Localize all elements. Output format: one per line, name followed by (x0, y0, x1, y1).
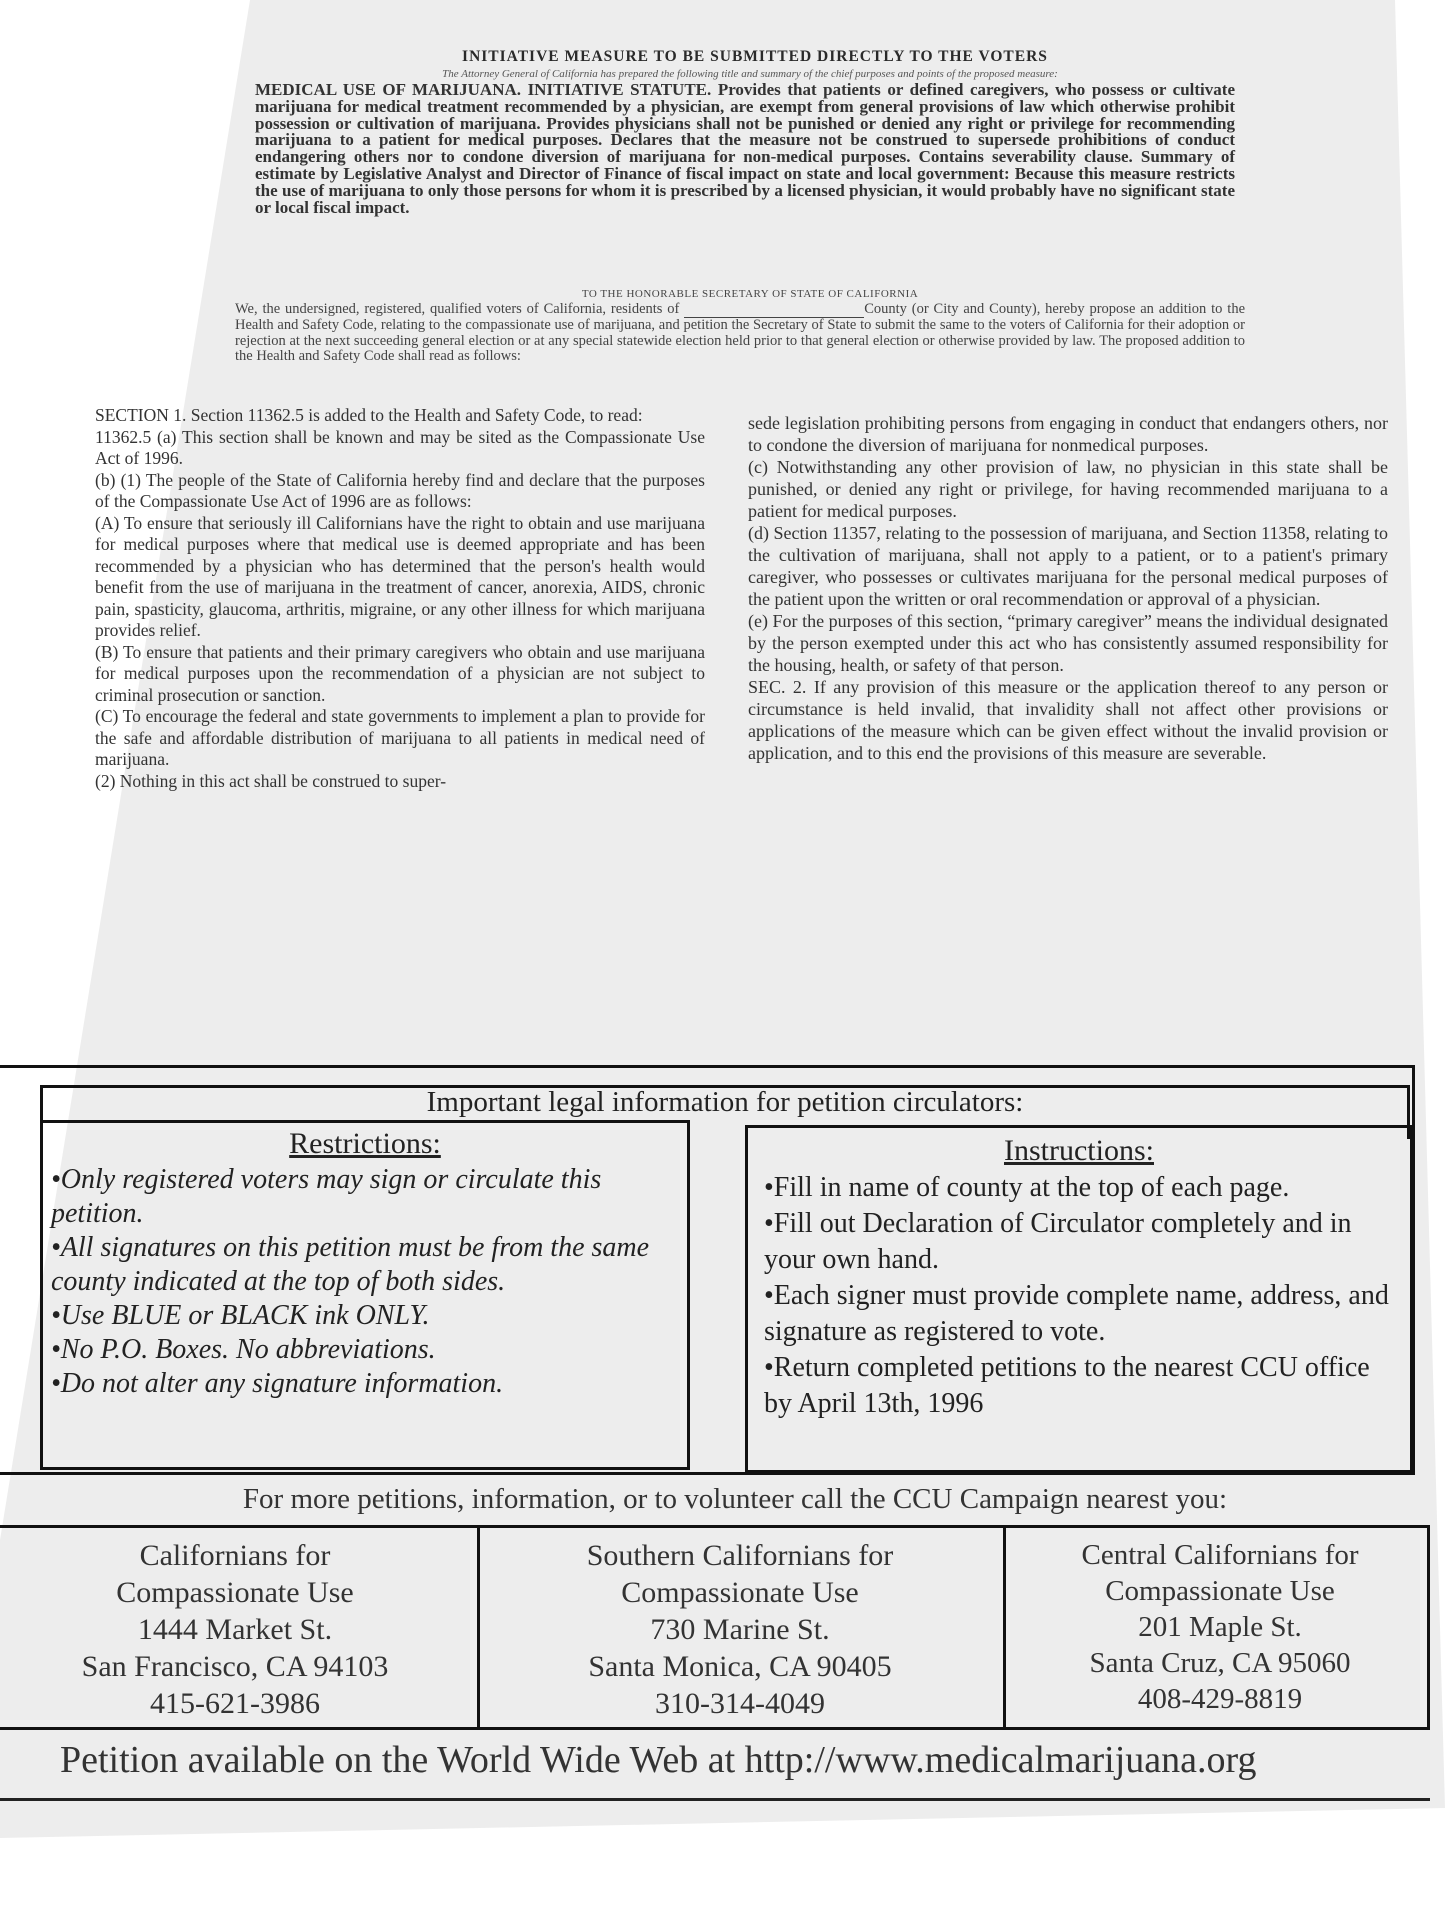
restriction-item: •All signatures on this petition must be from the same county indicated at the top of both sides. (51, 1232, 650, 1297)
restriction-item: •Only registered voters may sign or circulate this petition. (51, 1164, 602, 1229)
volunteer-heading: For more petitions, information, or to volunteer call the CCU Campaign nearest you: (242, 1483, 1228, 1515)
web-availability-line: Petition available on the World Wide Web at http://www.medicalmarijuana.org (60, 1739, 1257, 1781)
restriction-item: •No P.O. Boxes. No abbreviations. (51, 1334, 436, 1365)
office-phone: 408-429-8819 (1137, 1683, 1303, 1715)
office-street: 1444 Market St. (137, 1613, 333, 1646)
document-title: INITIATIVE MEASURE TO BE SUBMITTED DIRECTLY TO THE VOTERS (462, 48, 1048, 65)
office-divider (1003, 1525, 1006, 1730)
office-street: 730 Marine St. (650, 1613, 830, 1646)
instruction-item: •Each signer must provide complete name, address, and signature as registered to vote. (764, 1280, 1389, 1347)
office-santa-cruz (1010, 1537, 1430, 1717)
section-b1b-paragraph: (B) To ensure that patients and their primary caregivers who obtain and use marijuana for medical purposes upon the recommendation of a physician are not subject to criminal prosecution or sanction. (95, 641, 705, 705)
honorable-secretary-line: TO THE HONORABLE SECRETARY OF STATE OF CALIFORNIA (581, 288, 919, 300)
left-text-column (95, 405, 705, 792)
office-santa-monica (480, 1537, 1000, 1722)
section-c-paragraph: (c) Notwithstanding any other provision of law, no physician in this state shall be punished, or denied any right or privilege, for having recommended marijuana to a patient for medical purposes. (748, 457, 1388, 521)
instruction-item: •Return completed petitions to the nearest CCU office by April 13th, 1996 (764, 1352, 1370, 1419)
section-e-paragraph: (e) For the purposes of this section, “primary caregiver” means the individual designated by the person exempted under this act who has consistently assumed responsibility for the housing, health, or safety of that person. (748, 611, 1388, 675)
section-b1c-paragraph: (C) To encourage the federal and state governments to implement a plan to provide for the safe and affordable distribution of marijuana to all patients in medical need of marijuana. (95, 706, 705, 769)
sec-2-paragraph: SEC. 2. If any provision of this measure or the application thereof to any person or circumstance is held invalid, that invalidity shall not affect other provisions or applications of the measure which can be given effect without the invalid provision or application, and to this end the provisions of this measure are severable. (748, 677, 1388, 763)
bottom-rule (0, 1798, 1430, 1801)
instructions-box (745, 1125, 1413, 1473)
measure-summary: MEDICAL USE OF MARIJUANA. INITIATIVE STATUTE. Provides that patients or defined caregivers, who possess or cultivate marijuana for medical treatment recommended by a physician, are exempt from general provisions of law which otherwise prohibit possession or cultivation of marijuana. Provides physicians shall not be punished or denied any right or privilege for recommending marijuana to a patient for medical purposes. Declares that the measure not be construed to supersede prohibitions of conduct endangering others nor to condone diversion of marijuana for non-medical purposes. Contains severability clause. Summary of estimate by Legislative Analyst and Director of Finance of fiscal impact on state and local government: Because this measure restricts the use of marijuana to only those persons for whom it is prescribed by a licensed physician, it would probably have no significant state or local fiscal impact. (255, 80, 1235, 217)
office-city: Santa Monica, CA 90405 (588, 1650, 892, 1683)
restriction-item: •Use BLUE or BLACK ink ONLY. (51, 1300, 430, 1331)
section-b1-paragraph: (b) (1) The people of the State of California hereby find and declare that the purposes of the Compassionate Use Act of 1996 are as follows: (95, 469, 705, 511)
office-street: 201 Maple St. (1138, 1611, 1302, 1643)
restriction-item: •Do not alter any signature information. (51, 1368, 504, 1399)
legal-info-heading: Important legal information for petition circulators: (426, 1086, 1024, 1118)
petition-preamble-a: We, the undersigned, registered, qualified voters of California, residents of (235, 301, 680, 317)
section-b2-continued: sede legislation prohibiting persons from engaging in conduct that endangers others, nor to condone the diversion of marijuana for nonmedical purposes. (748, 413, 1388, 455)
attorney-general-note: The Attorney General of California has prepared the following title and summary of the chief purposes and points of the proposed measure: (442, 68, 1058, 80)
instructions-heading: Instructions: (1004, 1134, 1154, 1167)
section-a-paragraph: 11362.5 (a) This section shall be known and may be sited as the Compassionate Use Act of 1996. (95, 426, 705, 468)
instruction-item: •Fill in name of county at the top of each page. (764, 1172, 1290, 1203)
office-name-line-2: Compassionate Use (621, 1576, 859, 1609)
petition-preamble-b: (or City and County), hereby propose an addition to the Health and Safety Code, relating to the compassionate use of marijuana, and petition the Secretary of State to submit the same to the voters of California for their adoption or rejection at the next succeeding general election or at any special statewide election held prior to that general election or otherwise provided by law. The proposed addition to the Health and Safety Code shall read as follows: (235, 301, 1245, 365)
office-name-line-2: Compassionate Use (1105, 1575, 1335, 1607)
section-b2-paragraph: (2) Nothing in this act shall be construed to super- (95, 770, 447, 791)
section-1-paragraph: SECTION 1. Section 11362.5 is added to the Health and Safety Code, to read: (95, 405, 643, 425)
right-text-column (748, 412, 1388, 764)
restrictions-box (40, 1120, 690, 1470)
office-name-line-2: Compassionate Use (116, 1576, 354, 1609)
instructions-list (748, 1168, 1410, 1422)
office-phone: 310-314-4049 (655, 1687, 825, 1720)
office-san-francisco (0, 1537, 470, 1722)
county-label: County (864, 301, 907, 317)
restrictions-heading: Restrictions: (289, 1127, 441, 1160)
office-name-line-1: Central Californians for (1081, 1539, 1359, 1571)
office-name-line-1: Californians for (139, 1539, 331, 1572)
petition-preamble (235, 302, 1245, 365)
office-city: Santa Cruz, CA 95060 (1089, 1647, 1351, 1679)
section-d-paragraph: (d) Section 11357, relating to the possession of marijuana, and Section 11358, relating to the cultivation of marijuana, shall not apply to a patient, or to a patient's primary caregiver, who possesses or cultivates marijuana for the personal medical purposes of the patient upon the written or oral recommendation or approval of a physician. (748, 523, 1388, 609)
restrictions-list (43, 1161, 687, 1401)
office-city: San Francisco, CA 94103 (81, 1650, 389, 1683)
office-phone: 415-621-3986 (150, 1687, 320, 1720)
office-name-line-1: Southern Californians for (586, 1539, 894, 1572)
instruction-item: •Fill out Declaration of Circulator completely and in your own hand. (764, 1208, 1352, 1275)
section-b1a-paragraph: (A) To ensure that seriously ill Californians have the right to obtain and use marijuana for medical purposes where that medical use is deemed appropriate and has been recommended by a physician who has determined that the person's health would benefit from the use of marijuana in the treatment of cancer, anorexia, AIDS, chronic pain, spasticity, glaucoma, arthritis, migraine, or any other illness for which marijuana provides relief. (95, 512, 705, 640)
